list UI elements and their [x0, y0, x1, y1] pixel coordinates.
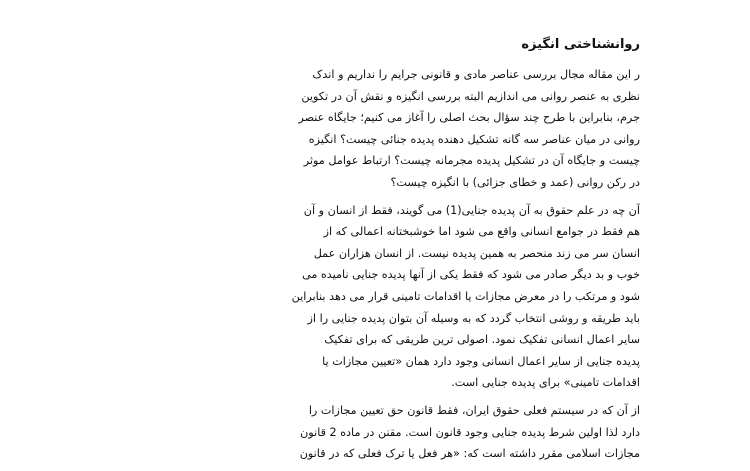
text-line: دارد لذا اولین شرط پدیده جنایی وجود قانون است. مقنن در ماده 2 قانون [300, 425, 640, 439]
text-line: مجازات اسلامی مقرر داشته است که: «هر فعل یا ترک فعلی که در قانون [299, 447, 640, 461]
text-line: پدیده جنایی از سایر اعمال انسانی وجود دارد همان «تعیین مجازات یا [322, 354, 640, 368]
section-title: روانشناختی انگیزه [521, 37, 640, 52]
text-line: آن چه در علم حقوق به آن پدیده جنایی(1) می گویند، فقط از انسان و آن [303, 203, 640, 217]
text-line: نظری به عنصر روانی می اندازیم البته بررسی انگیزه و نقش آن در تکوین [301, 89, 640, 103]
paragraph-2 [95, 200, 640, 394]
text-line: اقدامات تامینی» برای پدیده جنایی است. [451, 376, 640, 390]
text-line: ر این مقاله مجال بررسی عناصر مادی و قانونی جرایم را نداریم و اندک [312, 68, 640, 81]
text-line: شود و مرتکب را در معرض مجازات یا اقدامات تامینی قرار می دهد بنابراین [291, 289, 640, 303]
text-line: باید طریقه و روشی انتخاب گردد که به وسیله آن بتوان پدیده جنایی را از [307, 311, 640, 325]
paragraph-3 [95, 400, 640, 465]
text-line: روانی در میان عناصر سه گانه تشکیل دهنده پدیده جنائی چیست؟ انگیزه [308, 132, 640, 146]
text-line: خوب و بد دیگر صادر می شود که فقط یکی از آنها پدیده جنایی نامیده می [302, 268, 640, 282]
document-body [95, 36, 640, 471]
text-line: از آن که در سیستم فعلی حقوق ایران، فقط قانون حق تعیین مجازات را [308, 403, 640, 417]
text-line: انسان سر می زند منحصر به همین پدیده نیست. از انسان هزاران عمل [313, 246, 640, 260]
text-line: چیست و جایگاه آن در تشکیل پدیده مجرمانه چیست؟ ارتباط عوامل موثر [303, 154, 640, 168]
paragraph-1 [95, 64, 640, 194]
text-line: سایر اعمال انسانی تفکیک نمود. اصولی ترین طریقی که برای تفکیک [324, 333, 640, 347]
text-line: جرم، بنابراین با طرح چند سؤال بحث اصلی را آغاز می کنیم؛ جایگاه عنصر [298, 111, 640, 125]
text-line: در رکن روانی (عمد و خطای جزائی) با انگیزه چیست؟ [390, 175, 640, 189]
text-line: هم فقط در جوامع انسانی واقع می شود اما خوشبختانه اعمالی که از [323, 225, 640, 239]
